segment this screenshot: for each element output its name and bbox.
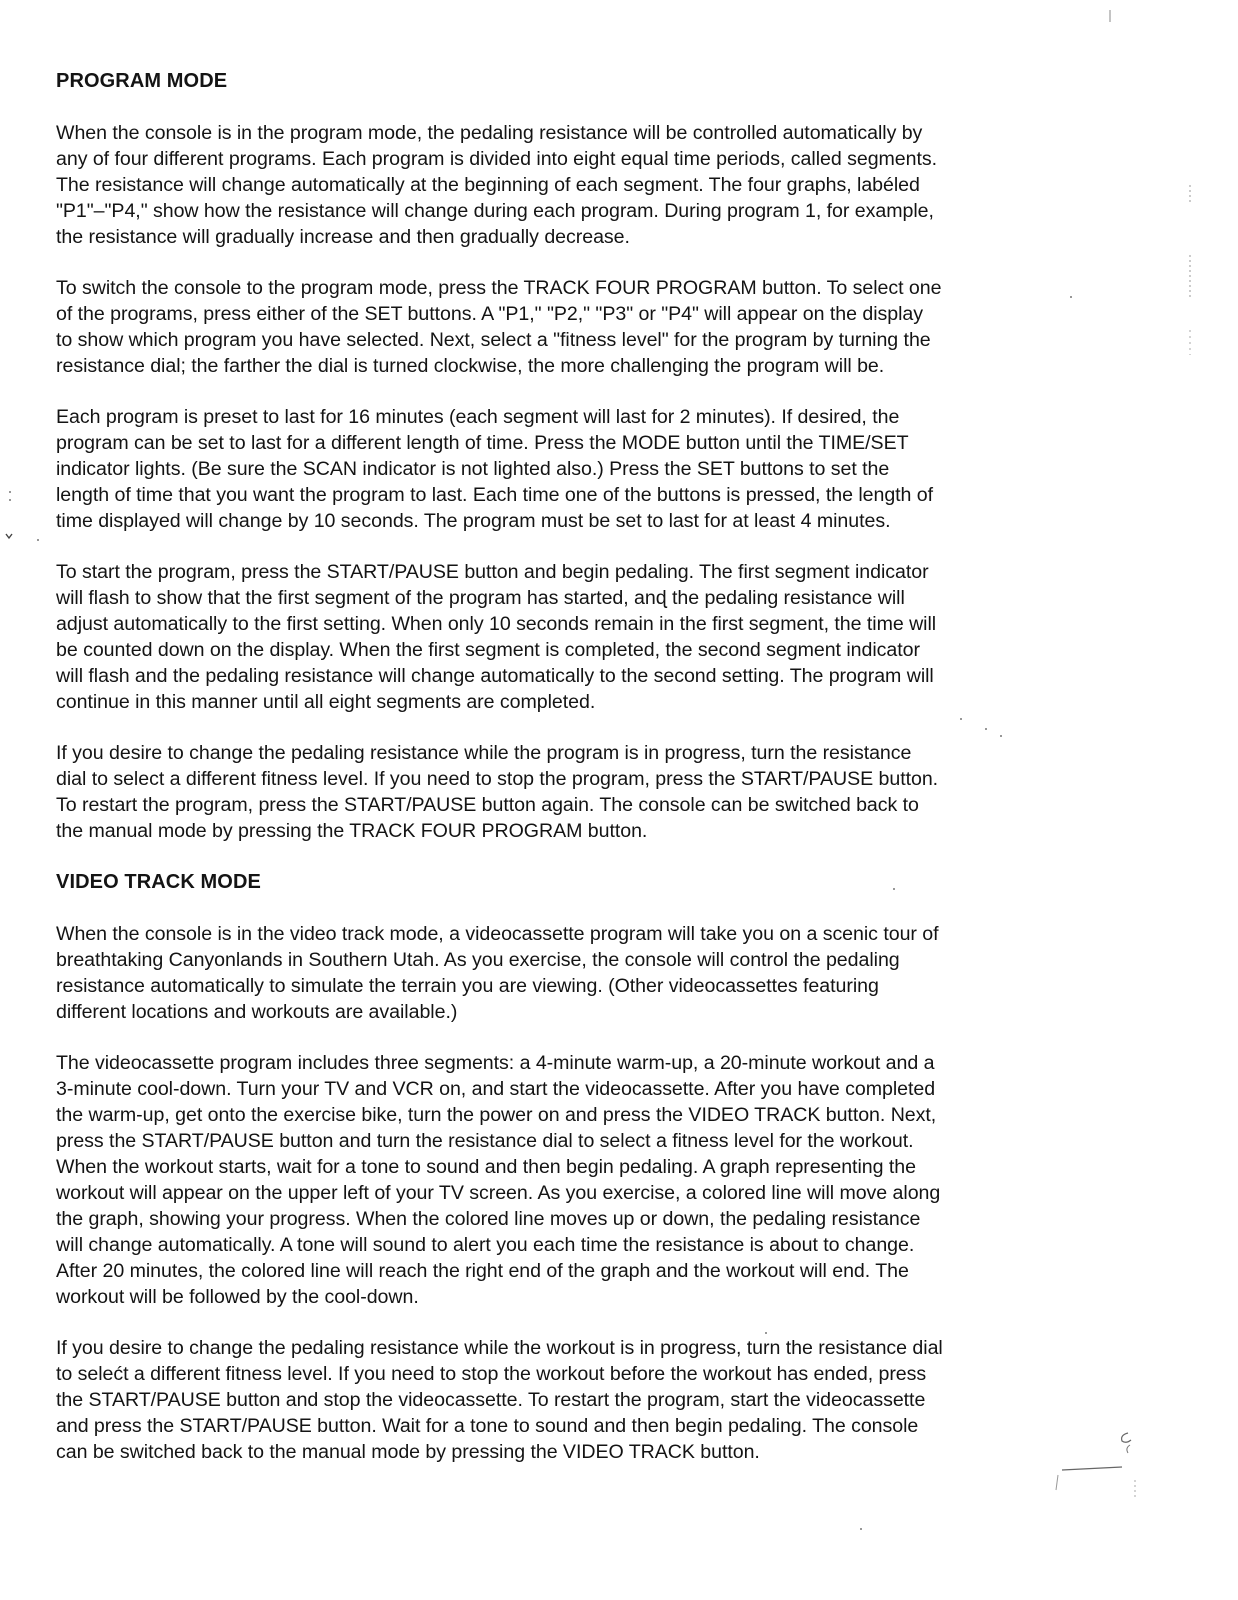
text-line: When the console is in the video track mode, a videocassette program will take you on a scenic tour of	[56, 923, 939, 945]
text-line: workout will appear on the upper left of your TV screen. As you exercise, a colored line will move along	[56, 1182, 941, 1204]
section-program-mode	[56, 68, 1076, 844]
text-line: To start the program, press the START/PAUSE button and begin pedaling. The first segment indicator	[56, 561, 929, 583]
text-line: After 20 minutes, the colored line will reach the right end of the graph and the workout will end. The	[56, 1260, 909, 1282]
text-line: "P1"–"P4," show how the resistance will change during each program. During program 1, for example,	[56, 200, 934, 222]
text-line: the graph, showing your progress. When the colored line moves up or down, the pedaling resistance	[56, 1208, 921, 1230]
scan-speck	[893, 888, 895, 890]
scan-speck	[765, 1332, 767, 1334]
scan-artifact-right-margin	[1040, 0, 1238, 1600]
text-line: to selećt a different fitness level. If you need to stop the workout before the workout has ended, press	[56, 1363, 927, 1385]
scan-speck	[860, 1528, 862, 1530]
text-line: breathtaking Canyonlands in Southern Utah. As you exercise, the console will control the pedaling	[56, 949, 900, 971]
text-line: any of four different programs. Each program is divided into eight equal time periods, called segments.	[56, 148, 938, 170]
paragraph	[56, 921, 1076, 1025]
text-line: resistance dial; the farther the dial is turned clockwise, the more challenging the program will be.	[56, 355, 885, 377]
scan-speck	[985, 728, 987, 730]
document-page	[56, 68, 1076, 1490]
section-heading: PROGRAM MODE	[56, 70, 228, 92]
text-line: the warm-up, get onto the exercise bike, turn the power on and press the VIDEO TRACK button. Next,	[56, 1104, 937, 1126]
text-line: and press the START/PAUSE button. Wait for a tone to sound and then begin pedaling. The console	[56, 1415, 919, 1437]
text-line: continue in this manner until all eight segments are completed.	[56, 691, 596, 713]
text-line: 3-minute cool-down. Turn your TV and VCR on, and start the videocassette. After you have completed	[56, 1078, 936, 1100]
scan-speck	[960, 718, 962, 720]
paragraph	[56, 275, 1076, 379]
text-line: resistance automatically to simulate the terrain you are viewing. (Other videocassettes featuring	[56, 975, 879, 997]
section-heading: VIDEO TRACK MODE	[56, 871, 261, 893]
text-line: indicator lights. (Be sure the SCAN indicator is not lighted also.) Press the SET buttons to set the	[56, 458, 890, 480]
paragraph	[56, 559, 1076, 715]
text-line: When the workout starts, wait for a tone to sound and then begin pedaling. A graph representing the	[56, 1156, 916, 1178]
text-line: program can be set to last for a different length of time. Press the MODE button until the TIME/SET	[56, 432, 909, 454]
text-line: will flash to show that the first segment of the program has started, anɖ the pedaling resistance will	[56, 587, 905, 609]
text-line: can be switched back to the manual mode by pressing the VIDEO TRACK button.	[56, 1441, 760, 1463]
text-line: To switch the console to the program mode, press the TRACK FOUR PROGRAM button. To select one	[56, 277, 942, 299]
text-line: If you desire to change the pedaling resistance while the workout is in progress, turn the resistance dial	[56, 1337, 943, 1359]
scan-speck	[1000, 735, 1002, 737]
text-line: adjust automatically to the first setting. When only 10 seconds remain in the first segment, the time will	[56, 613, 937, 635]
text-line: the START/PAUSE button and stop the videocassette. To restart the program, start the videocassette	[56, 1389, 926, 1411]
text-line: the manual mode by pressing the TRACK FOUR PROGRAM button.	[56, 820, 648, 842]
text-line: of the programs, press either of the SET buttons. A "P1," "P2," "P3" or "P4" will appear on the display	[56, 303, 924, 325]
text-line: workout will be followed by the cool-down.	[56, 1286, 419, 1308]
text-line: press the START/PAUSE button and turn the resistance dial to select a fitness level for the workout.	[56, 1130, 914, 1152]
text-line: time displayed will change by 10 seconds. The program must be set to last for at least 4 minutes.	[56, 510, 891, 532]
text-line: When the console is in the program mode, the pedaling resistance will be controlled automatically by	[56, 122, 923, 144]
section-video-track-mode	[56, 869, 1076, 1465]
text-line: to show which program you have selected. Next, select a "fitness level" for the program by turning the	[56, 329, 931, 351]
paragraph	[56, 404, 1076, 534]
paragraph	[56, 120, 1076, 250]
paragraph	[56, 740, 1076, 844]
text-line: different locations and workouts are available.)	[56, 1001, 458, 1023]
text-line: If you desire to change the pedaling resistance while the program is in progress, turn the resistance	[56, 742, 912, 764]
text-line: To restart the program, press the START/PAUSE button again. The console can be switched back to	[56, 794, 919, 816]
paragraph	[56, 1050, 1076, 1310]
text-line: dial to select a different fitness level. If you need to stop the program, press the START/PAUSE button.	[56, 768, 939, 790]
text-line: The videocassette program includes three segments: a 4-minute warm-up, a 20-minute workout and a	[56, 1052, 935, 1074]
text-line: will flash and the pedaling resistance will change automatically to the second setting. The program will	[56, 665, 934, 687]
paragraph	[56, 1335, 1076, 1465]
text-line: be counted down on the display. When the first segment is completed, the second segment indicator	[56, 639, 920, 661]
text-line: will change automatically. A tone will sound to alert you each time the resistance is about to change.	[56, 1234, 915, 1256]
text-line: the resistance will gradually increase and then gradually decrease.	[56, 226, 630, 248]
text-line: The resistance will change automatically at the beginning of each segment. The four graphs, labéled	[56, 174, 920, 196]
scan-speck	[1070, 296, 1072, 298]
scan-artifact-left-margin	[0, 480, 50, 550]
text-line: length of time that you want the program to last. Each time one of the buttons is pressed, the length of	[56, 484, 934, 506]
text-line: Each program is preset to last for 16 minutes (each segment will last for 2 minutes). If desired, the	[56, 406, 900, 428]
